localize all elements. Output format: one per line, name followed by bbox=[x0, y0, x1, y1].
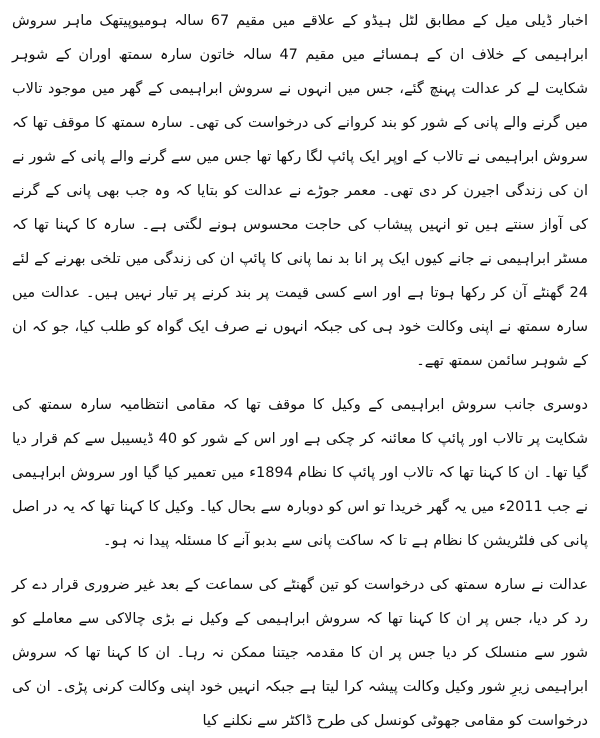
article-paragraph-1: اخبار ڈیلی میل کے مطابق لٹل ہیڈو کے علاقے میں مقیم 67 سالہ ہومیوپیتھک ماہر سروش ابراہیمی کے خلاف ان کے ہمسائے میں مقیم 47 سالہ خاتون سارہ سمتھ اوران کے شوہر شکایت لے کر عدالت پہنچ گئے، جس میں انہوں نے سروش ابراہیمی کے گھر میں موجود تالاب میں گرنے والے پانی کے شور کو بند کروانے کی درخواست کی تھی۔ سارہ سمتھ کا موقف تھا کہ سروش ابراہیمی نے تالاب کے اوپر ایک پائپ لگا رکھا تھا جس میں سے گرنے والے پانی کے شور نے ان کی زندگی اجیرن کر دی تھی۔ معمر جوڑے نے عدالت کو بتایا کہ وہ جب بھی پانی کے گرنے کی آواز سنتے ہیں تو انہیں پیشاب کی حاجت محسوس ہونے لگتی ہے۔ سارہ کا کہنا تھا کہ مسٹر ابراہیمی نے جانے کیوں ایک پر انا بد نما پانی کا پائپ ان کی زندگی میں تلخی بھرنے کے لئے 24 گھنٹے آن کر رکھا ہوتا ہے اور اسے کسی قیمت پر بند کرنے پر تیار نہیں ہیں۔ عدالت میں سارہ سمتھ نے اپنی وکالت خود ہی کی جبکہ انہوں نے صرف ایک گواہ کو طلب کیا، جو کہ ان کے شوہر سائمن سمتھ تھے۔ bbox=[12, 13, 588, 369]
article-paragraph-2: دوسری جانب سروش ابراہیمی کے وکیل کا موقف تھا کہ مقامی انتظامیہ سارہ سمتھ کی شکایت پر تالاب اور پائپ کا معائنہ کر چکی ہے اور اس کے شور کو 40 ڈیسیبل سے کم قرار دیا گیا تھا۔ ان کا کہنا تھا کہ تالاب اور پائپ کا نظام 1894ء میں تعمیر کیا گیا اور سروش ابراہیمی نے جب 2011ء میں یہ گھر خریدا تو اس کو دوبارہ سے بحال کیا۔ وکیل کا کہنا تھا کہ یہ در اصل پانی کی فلٹریشن کا نظام ہے تا کہ ساکت پانی سے بدبو آنے کا مسئلہ پیدا نہ ہو۔ bbox=[12, 397, 588, 549]
article-body bbox=[12, 4, 588, 738]
article-paragraph-3: عدالت نے سارہ سمتھ کی درخواست کو تین گھنٹے کی سماعت کے بعد غیر ضروری قرار دے کر رد کر دیا، جس پر ان کا کہنا تھا کہ سروش ابراہیمی کے وکیل نے بڑی چالاکی سے معاملے کو شور سے منسلک کر دیا جس پر ان کا مقدمہ جیتنا ممکن نہ رہا۔ ان کا کہنا تھا کہ سروش ابراہیمی زیرِ شور وکیل وکالت پیشہ کرا لیتا ہے جبکہ انہیں خود اپنی وکالت کرنی پڑی۔ ان کی درخواست کو مقامی جھوٹی کونسل کی طرح ڈاکٹر سے نکلنے کیا bbox=[12, 577, 588, 729]
